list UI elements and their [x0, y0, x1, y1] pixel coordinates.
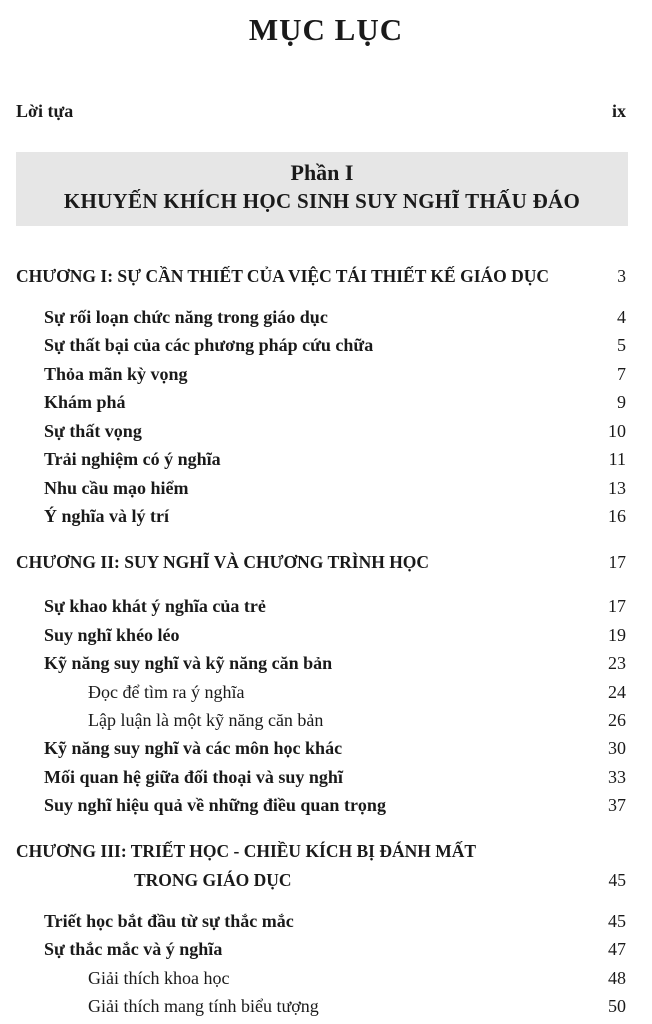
- toc-entry[interactable]: [0, 361, 652, 387]
- toc-label: Sự thắc mắc và ý nghĩa: [44, 939, 223, 959]
- chapter-label-cont: TRONG GIÁO DỤC: [134, 870, 292, 890]
- toc-entry[interactable]: [0, 593, 652, 619]
- toc-label: Giải thích khoa học: [88, 968, 230, 988]
- toc-entry[interactable]: [0, 792, 652, 818]
- page-title: MỤC LỤC: [248, 12, 404, 47]
- toc-entry[interactable]: [0, 389, 652, 415]
- toc-entry[interactable]: [0, 446, 652, 472]
- toc-entry[interactable]: [0, 503, 652, 529]
- chapter-label: CHƯƠNG III: TRIẾT HỌC - CHIỀU KÍCH BỊ ĐÁNH MẤT: [16, 841, 477, 861]
- part-title: KHUYẾN KHÍCH HỌC SINH SUY NGHĨ THẤU ĐÁO: [63, 189, 581, 213]
- toc-page: 17: [608, 596, 626, 616]
- toc-page: 10: [608, 421, 626, 441]
- toc-chapter-1[interactable]: [0, 263, 652, 289]
- toc-page: 4: [617, 307, 626, 327]
- toc-entry[interactable]: [0, 304, 652, 330]
- toc-page: ix: [611, 101, 626, 121]
- toc-subentry[interactable]: [0, 965, 652, 991]
- toc-page: 5: [617, 335, 626, 355]
- toc-page: 26: [608, 710, 626, 730]
- toc-subentry[interactable]: [0, 993, 652, 1019]
- toc-page: 16: [608, 506, 626, 526]
- toc-page: 30: [608, 738, 626, 758]
- toc-chapter-3[interactable]: [0, 838, 652, 864]
- toc-chapter-2[interactable]: [0, 549, 652, 575]
- toc-entry[interactable]: [0, 622, 652, 648]
- toc-label: Lời tựa: [16, 101, 74, 121]
- toc-page: 37: [608, 795, 626, 815]
- toc-page: 17: [608, 552, 626, 572]
- toc-page: 19: [608, 625, 626, 645]
- toc-page: 11: [608, 449, 626, 469]
- toc-subentry[interactable]: [0, 679, 652, 705]
- toc-page: 7: [617, 364, 626, 384]
- toc-entry[interactable]: [0, 735, 652, 761]
- toc-label: Ý nghĩa và lý trí: [44, 506, 170, 526]
- toc-label: Kỹ năng suy nghĩ và các môn học khác: [44, 738, 343, 758]
- toc-page: 3: [617, 266, 626, 286]
- toc-page: 24: [608, 682, 626, 702]
- toc-entry[interactable]: [0, 650, 652, 676]
- toc-label: Sự thất vọng: [44, 421, 142, 441]
- toc-label: Kỹ năng suy nghĩ và kỹ năng căn bản: [44, 653, 333, 673]
- chapter-label: CHƯƠNG II: SUY NGHĨ VÀ CHƯƠNG TRÌNH HỌC: [16, 552, 430, 572]
- toc-entry[interactable]: [0, 332, 652, 358]
- toc-label: Triết học bắt đầu từ sự thắc mắc: [44, 911, 294, 931]
- toc-label: Khám phá: [44, 392, 126, 412]
- toc-page: 45: [608, 911, 626, 931]
- toc-page: 50: [608, 996, 626, 1016]
- toc-label: Trải nghiệm có ý nghĩa: [44, 449, 221, 469]
- toc-label: Thỏa mãn kỳ vọng: [44, 364, 188, 384]
- toc-label: Đọc để tìm ra ý nghĩa: [88, 682, 245, 702]
- toc-label: Suy nghĩ khéo léo: [44, 625, 180, 645]
- toc-label: Giải thích mang tính biểu tượng: [88, 996, 319, 1016]
- toc-label: Lập luận là một kỹ năng căn bản: [88, 710, 324, 730]
- toc-entry[interactable]: [0, 936, 652, 962]
- toc-entry[interactable]: [0, 764, 652, 790]
- part-number: Phần I: [290, 160, 354, 185]
- toc-page: 48: [608, 968, 626, 988]
- toc-page: 9: [617, 392, 626, 412]
- toc-page: 23: [608, 653, 626, 673]
- toc-page: 45: [608, 870, 626, 890]
- toc-chapter-3-cont[interactable]: [0, 867, 652, 893]
- toc-subentry[interactable]: [0, 707, 652, 733]
- toc-entry[interactable]: [0, 475, 652, 501]
- toc-label: Sự thất bại của các phương pháp cứu chữa: [44, 335, 374, 355]
- toc-page: 13: [608, 478, 626, 498]
- toc-label: Sự khao khát ý nghĩa của trẻ: [44, 596, 266, 616]
- toc-label: Sự rối loạn chức năng trong giáo dục: [44, 307, 328, 327]
- toc-page: 47: [608, 939, 626, 959]
- part-banner: [16, 152, 628, 226]
- toc-entry[interactable]: [0, 908, 652, 934]
- toc-page: 33: [608, 767, 626, 787]
- toc-entry-preface[interactable]: [0, 98, 652, 124]
- toc-entry[interactable]: [0, 418, 652, 444]
- chapter-label: CHƯƠNG I: SỰ CẦN THIẾT CỦA VIỆC TÁI THIẾT KẾ GIÁO DỤC: [16, 266, 550, 286]
- toc-label: Mối quan hệ giữa đối thoại và suy nghĩ: [44, 767, 343, 787]
- toc-label: Nhu cầu mạo hiểm: [44, 478, 189, 498]
- toc-label: Suy nghĩ hiệu quả về những điều quan trọng: [44, 795, 386, 815]
